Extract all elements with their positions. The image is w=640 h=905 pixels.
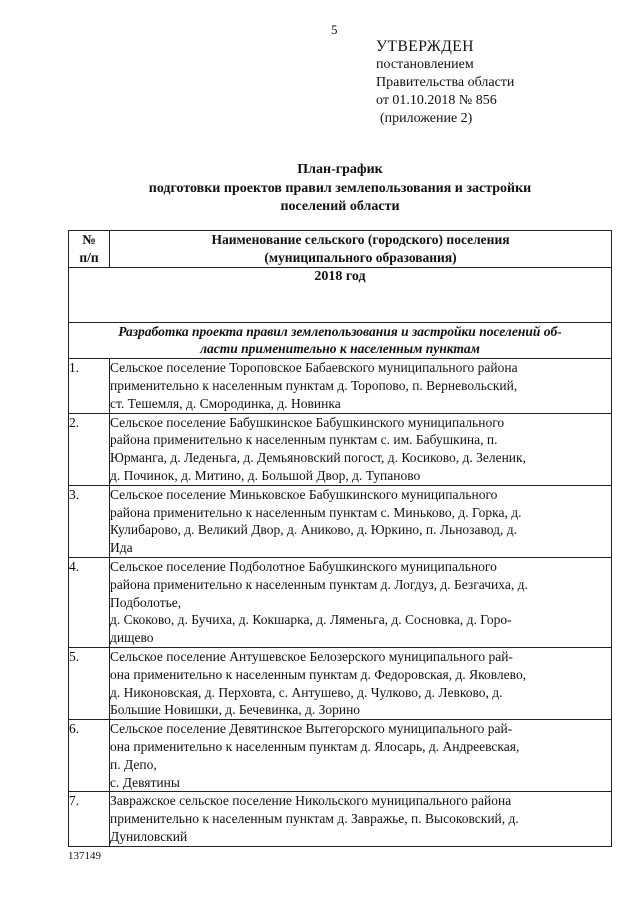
description-line: д. Скоково, д. Бучиха, д. Кокшарка, д. Ляменьга, д. Сосновка, д. Горо- xyxy=(110,612,512,628)
table-row xyxy=(69,647,612,719)
description-line: Сельское поселение Миньковское Бабушкинского муниципального xyxy=(110,486,498,502)
header-name-line: (муниципального образования) xyxy=(264,249,457,265)
settlement-description xyxy=(110,557,612,647)
table-header-row xyxy=(69,231,612,268)
row-number: 4. xyxy=(69,557,110,647)
row-number: 2. xyxy=(69,413,110,485)
description-line: Ида xyxy=(110,540,133,556)
description-line: она применительно к населенным пунктам д. Ялосарь, д. Андреевская, xyxy=(110,738,520,754)
table-row xyxy=(69,557,612,647)
document-title xyxy=(68,161,612,217)
section-heading-line: Разработка проекта правил землепользования и застройки поселений об- xyxy=(118,323,562,339)
description-line: Юрманга, д. Леденьга, д. Демьяновский погост, д. Косиково, д. Зеленик, xyxy=(110,450,526,466)
description-line: Завражское сельское поселение Никольского муниципального района xyxy=(110,793,512,809)
description-line: Подболотье, xyxy=(110,594,182,610)
description-line: Сельское поселение Подболотное Бабушкинского муниципального xyxy=(110,558,497,574)
title-line: поселений области xyxy=(280,199,400,214)
row-number: 1. xyxy=(69,359,110,413)
table-row xyxy=(69,720,612,792)
approval-line: Правительства области xyxy=(376,75,515,90)
description-line: Сельское поселение Тороповское Бабаевского муниципального района xyxy=(110,360,518,376)
title-line: План-график xyxy=(297,162,383,177)
description-line: Сельское поселение Девятинское Вытегорского муниципального рай- xyxy=(110,721,513,737)
header-number-line: № xyxy=(82,232,96,247)
row-number: 7. xyxy=(69,792,110,846)
row-number: 5. xyxy=(69,647,110,719)
header-number-line: п/п xyxy=(79,249,99,265)
settlement-description xyxy=(110,485,612,557)
document-code: 137149 xyxy=(68,850,101,862)
description-line: района применительно к населенным пунктам с. им. Бабушкина, п. xyxy=(110,432,498,448)
description-line: района применительно к населенным пунктам с. Миньково, д. Горка, д. xyxy=(110,504,522,520)
description-line: Сельское поселение Антушевское Белозерского муниципального рай- xyxy=(110,648,513,664)
description-line: района применительно к населенным пунктам д. Логдуз, д. Безгачиха, д. xyxy=(110,576,528,592)
description-line: ст. Тешемля, д. Смородинка, д. Новинка xyxy=(110,395,341,411)
page-number: 5 xyxy=(331,22,338,37)
description-line: с. Девятины xyxy=(110,774,180,790)
table-row xyxy=(69,359,612,413)
approval-line: от 01.10.2018 № 856 xyxy=(376,93,497,108)
table-row xyxy=(69,413,612,485)
header-name-column xyxy=(110,231,612,268)
description-line: п. Депо, xyxy=(110,756,157,772)
approval-line: постановлением xyxy=(376,57,474,72)
settlement-description xyxy=(110,720,612,792)
description-line: дищево xyxy=(110,630,154,646)
approval-stamp xyxy=(376,38,514,128)
description-line: Большие Новишки, д. Бечевинка, д. Зорино xyxy=(110,702,361,718)
description-line: Дуниловский xyxy=(110,828,188,844)
settlement-description xyxy=(110,359,612,413)
description-line: д. Никоновская, д. Перховта, с. Антушево, д. Чулково, д. Левково, д. xyxy=(110,684,503,700)
description-line: Кулибарово, д. Великий Двор, д. Аниково, д. Юркино, п. Льнозавод, д. xyxy=(110,522,518,538)
table-row xyxy=(69,485,612,557)
description-line: она применительно к населенным пунктам д. Федоровская, д. Яковлево, xyxy=(110,666,527,682)
section-heading-line: ласти применительно к населенным пунктам xyxy=(200,341,480,357)
settlement-description xyxy=(110,647,612,719)
description-line: Сельское поселение Бабушкинское Бабушкинского муниципального xyxy=(110,414,505,430)
approval-line: (приложение 2) xyxy=(380,111,473,126)
year-cell: 2018 год xyxy=(69,267,612,322)
header-number-column xyxy=(69,231,110,268)
section-heading xyxy=(69,322,612,359)
header-name-line: Наименование сельского (городского) поселения xyxy=(211,232,510,247)
settlement-description xyxy=(110,792,612,846)
row-number: 6. xyxy=(69,720,110,792)
row-number: 3. xyxy=(69,485,110,557)
description-line: применительно к населенным пунктам д. Завражье, п. Высоковский, д. xyxy=(110,811,519,827)
table-row xyxy=(69,792,612,846)
title-line: подготовки проектов правил землепользования и застройки xyxy=(148,180,532,196)
section-row xyxy=(69,322,612,359)
description-line: применительно к населенным пунктам д. Торопово, п. Верневольский, xyxy=(110,377,518,393)
year-row xyxy=(69,267,612,322)
settlement-description xyxy=(110,413,612,485)
description-line: д. Починок, д. Митино, д. Большой Двор, д. Тупаново xyxy=(110,467,421,483)
plan-table xyxy=(68,230,612,847)
approval-line: УТВЕРЖДЕН xyxy=(376,38,474,55)
